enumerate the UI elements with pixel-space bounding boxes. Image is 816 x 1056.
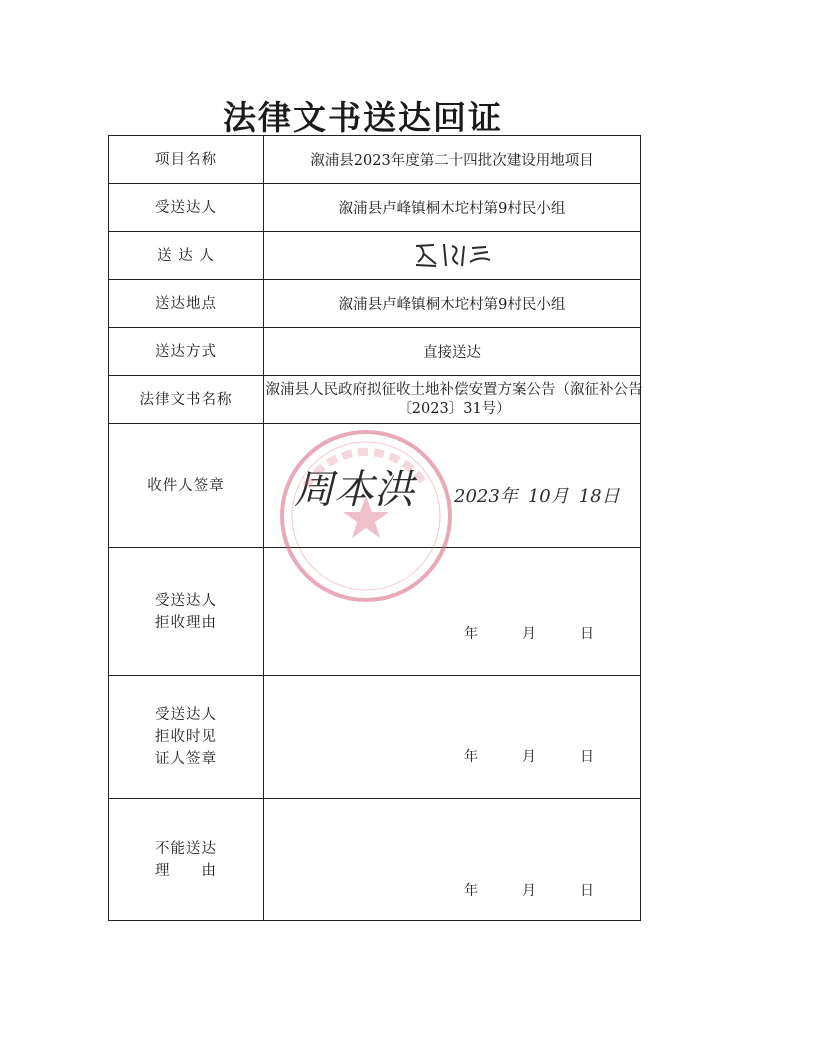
- label-project-name: 项目名称: [109, 136, 264, 184]
- label-witness-line2: 拒收时见: [155, 729, 217, 745]
- label-server: 送 达 人: [109, 232, 264, 280]
- table-row: [109, 328, 641, 376]
- receiver-signature: 周本洪: [294, 467, 414, 513]
- value-location: 溆浦县卢峰镇桐木坨村第9村民小组: [264, 280, 641, 328]
- page-title: 法律文书送达回证: [223, 98, 503, 137]
- label-receipt: 收件人签章: [109, 424, 264, 548]
- server-signature: [264, 232, 641, 280]
- table-row: [109, 676, 641, 799]
- table-row: [109, 424, 641, 548]
- witness-day: 日: [580, 749, 594, 765]
- receipt-day: 18日: [578, 486, 620, 507]
- label-witness-line3: 证人签章: [155, 751, 217, 767]
- refusal-cell: [264, 548, 641, 676]
- label-witness-line1: 受送达人: [155, 707, 217, 723]
- label-location: 送达地点: [109, 280, 264, 328]
- value-project-name: 溆浦县2023年度第二十四批次建设用地项目: [264, 136, 641, 184]
- receipt-month: 10月: [527, 486, 569, 507]
- table-row: [109, 799, 641, 921]
- value-document-name: 溆浦县人民政府拟征收土地补偿安置方案公告（溆征补公告〔2023〕31号）: [265, 381, 643, 417]
- table-row: [109, 232, 641, 280]
- label-refusal-line1: 受送达人: [155, 592, 217, 609]
- label-recipient: 受送达人: [109, 184, 264, 232]
- table-row: [109, 548, 641, 676]
- server-signature-image: [402, 238, 502, 270]
- witness-cell: [264, 676, 641, 799]
- value-method: 直接送达: [264, 328, 641, 376]
- refusal-day: 日: [580, 626, 594, 642]
- table-row: [109, 376, 641, 424]
- undeliverable-month: 月: [522, 883, 536, 899]
- label-refusal-line2: 拒收理由: [155, 614, 217, 631]
- label-undeliverable-line1: 不能送达: [155, 840, 217, 857]
- label-undeliverable-line2: 理 由: [155, 862, 217, 879]
- undeliverable-year: 年: [464, 883, 478, 899]
- table-row: [109, 280, 641, 328]
- undeliverable-day: 日: [580, 883, 594, 899]
- witness-year: 年: [464, 749, 478, 765]
- table-row: [109, 136, 641, 184]
- value-recipient: 溆浦县卢峰镇桐木坨村第9村民小组: [264, 184, 641, 232]
- label-method: 送达方式: [109, 328, 264, 376]
- witness-month: 月: [522, 749, 536, 765]
- refusal-month: 月: [522, 626, 536, 642]
- service-receipt-form: [108, 135, 641, 921]
- label-document-name: 法律文书名称: [109, 376, 264, 424]
- receipt-cell: [264, 424, 641, 548]
- receipt-year: 2023年: [454, 486, 518, 507]
- table-row: [109, 184, 641, 232]
- undeliverable-cell: [264, 799, 641, 921]
- refusal-year: 年: [464, 626, 478, 642]
